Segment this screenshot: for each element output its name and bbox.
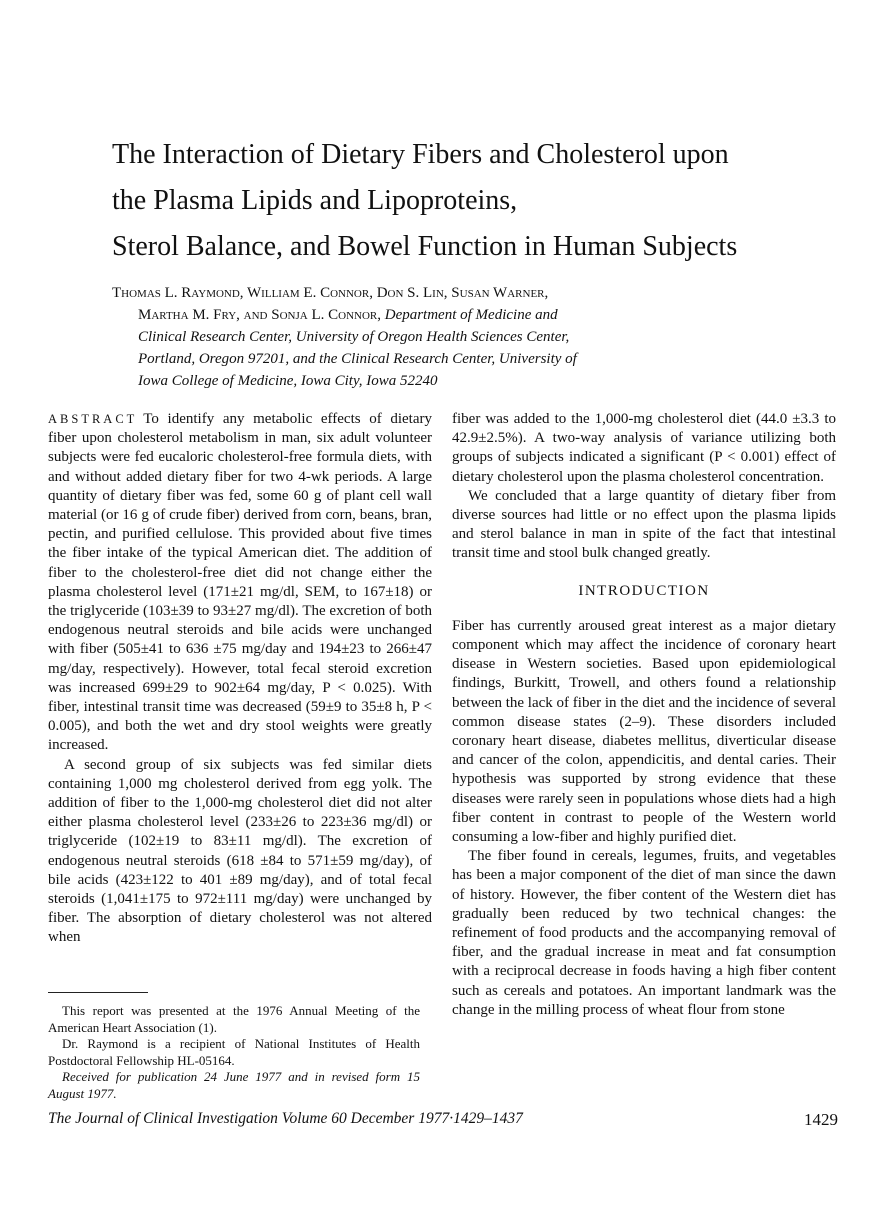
abstract-paragraph-2: A second group of six subjects was fed similar diets containing 1,000 mg cholesterol derived from egg yolk. The addition of fiber to the 1,000-mg cholesterol diet did not alter either plasma cholesterol level (233±26 to 223±36 mg/dl) or triglyceride (102±19 to 83±11 mg/dl). The excretion of endogenous neutral steroids (618 ±84 to 571±59 mg/day), of bile acids (423±122 to 401 ±89 mg/day), and of total fecal steroids (1,041±175 to 972±111 mg/day) were unchanged by fiber. The absorption of dietary cholesterol was not altered when bbox=[48, 756, 432, 946]
introduction-paragraph-1: Fiber has currently aroused great interest as a major dietary component which may affect the incidence of coronary heart disease in Western societies. Based upon epidemiological findings, Burkitt, Trowell, and others found a relationship between the lack of fiber in the diet and the incidence of several common disease states (2–9). These disorders included coronary heart disease, diabetes mellitus, diverticular disease and cancer of the colon, appendicitis, and dental caries. Their hypothesis was supported by strong evidence that these diseases were rarely seen in populations whose diets had a high fiber content in contrast to people of the Western world consuming a low-fiber and highly purified diet. bbox=[452, 617, 836, 846]
article-title bbox=[112, 132, 842, 270]
author-names-line-1: Thomas L. Raymond, William E. Connor, Don S. Lin, Susan Warner, bbox=[112, 285, 549, 301]
footnote-2: Dr. Raymond is a recipient of National Institutes of Health Postdoctoral Fellowship HL-05164. bbox=[48, 1036, 420, 1068]
journal-citation: The Journal of Clinical Investigation Volume 60 December 1977·1429–1437 bbox=[48, 1110, 523, 1127]
title-line-1: The Interaction of Dietary Fibers and Cholesterol upon bbox=[112, 139, 729, 170]
abstract-paragraph-2-continued: fiber was added to the 1,000-mg cholesterol diet (44.0 ±3.3 to 42.9±2.5%). A two-way analysis of variance utilizing both groups of subjects indicated a significant (P < 0.001) effect of dietary cholesterol upon the plasma cholesterol concentration. bbox=[452, 411, 836, 485]
footnote-rule bbox=[48, 992, 148, 993]
footnotes bbox=[48, 992, 420, 1102]
affiliation-line-3: Portland, Oregon 97201, and the Clinical Research Center, University of bbox=[138, 351, 577, 367]
right-column bbox=[452, 410, 836, 1020]
introduction-heading: INTRODUCTION bbox=[578, 582, 710, 599]
page-footer bbox=[48, 1110, 838, 1130]
title-line-2: the Plasma Lipids and Lipoproteins, bbox=[112, 185, 518, 216]
author-names-line-2: Martha M. Fry, and Sonja L. Connor, bbox=[138, 307, 381, 323]
left-column bbox=[48, 410, 432, 948]
affiliation-line-1: Department of Medicine and bbox=[384, 307, 558, 323]
abstract-paragraph-1 bbox=[48, 410, 432, 756]
abstract-label: ABSTRACT bbox=[48, 412, 138, 426]
introduction-paragraph-2: The fiber found in cereals, legumes, fruits, and vegetables has been a major component of the diet of man since the dawn of history. However, the fiber content of the Western diet has gradually been reduced by two technical changes: the refinement of food products and the accompanying removal of fiber, and the gradual increase in meat and fat consumption with a reciprocal decrease in foods having a high fiber content such as cereals and potatoes. An important landmark was the change in the milling process of wheat flour from stone bbox=[452, 848, 836, 1018]
affiliation-line-2: Clinical Research Center, University of Oregon Health Sciences Center, bbox=[138, 329, 570, 345]
author-block bbox=[112, 282, 832, 392]
footnote-3: Received for publication 24 June 1977 and in revised form 15 August 1977. bbox=[48, 1069, 420, 1101]
footnote-1: This report was presented at the 1976 Annual Meeting of the American Heart Association (1). bbox=[48, 1003, 420, 1035]
abstract-paragraph-3: We concluded that a large quantity of dietary fiber from diverse sources had little or no effect upon the plasma lipids and sterol balance in man in spite of the fact that intestinal transit time and stool bulk changed greatly. bbox=[452, 487, 836, 562]
abstract-text-1: To identify any metabolic effects of dietary fiber upon cholesterol metabolism in man, six adult volunteer subjects were fed eucaloric cholesterol-free formula diets, with and without added dietary fiber for two 4-wk periods. A large quantity of dietary fiber was fed, some 60 g of plant cell wall material (or 16 g of crude fiber) derived from corn, beans, bran, pectin, and purified cellulose. This provided about five times the fiber intake of the typical American diet. The addition of fiber to the cholesterol-free diet did not change either the plasma cholesterol level (171±21 mg/dl, SEM, to 167±18) or the triglyceride (103±39 to 93±27 mg/dl). The excretion of both endogenous neutral steroids and bile acids were unchanged with fiber (505±41 to 636 ±75 mg/day and 194±23 to 266±47 mg/day, respectively). However, total fecal steroid excretion was increased 699±29 to 902±64 mg/day, P < 0.025). With fiber, intestinal transit time was decreased (59±9 to 35±8 h, P < 0.005), and both the wet and dry stool weights were greatly increased. bbox=[48, 411, 432, 754]
affiliation-line-4: Iowa College of Medicine, Iowa City, Iowa 52240 bbox=[138, 373, 438, 389]
title-line-3: Sterol Balance, and Bowel Function in Human Subjects bbox=[112, 231, 738, 262]
page-number: 1429 bbox=[804, 1110, 838, 1129]
